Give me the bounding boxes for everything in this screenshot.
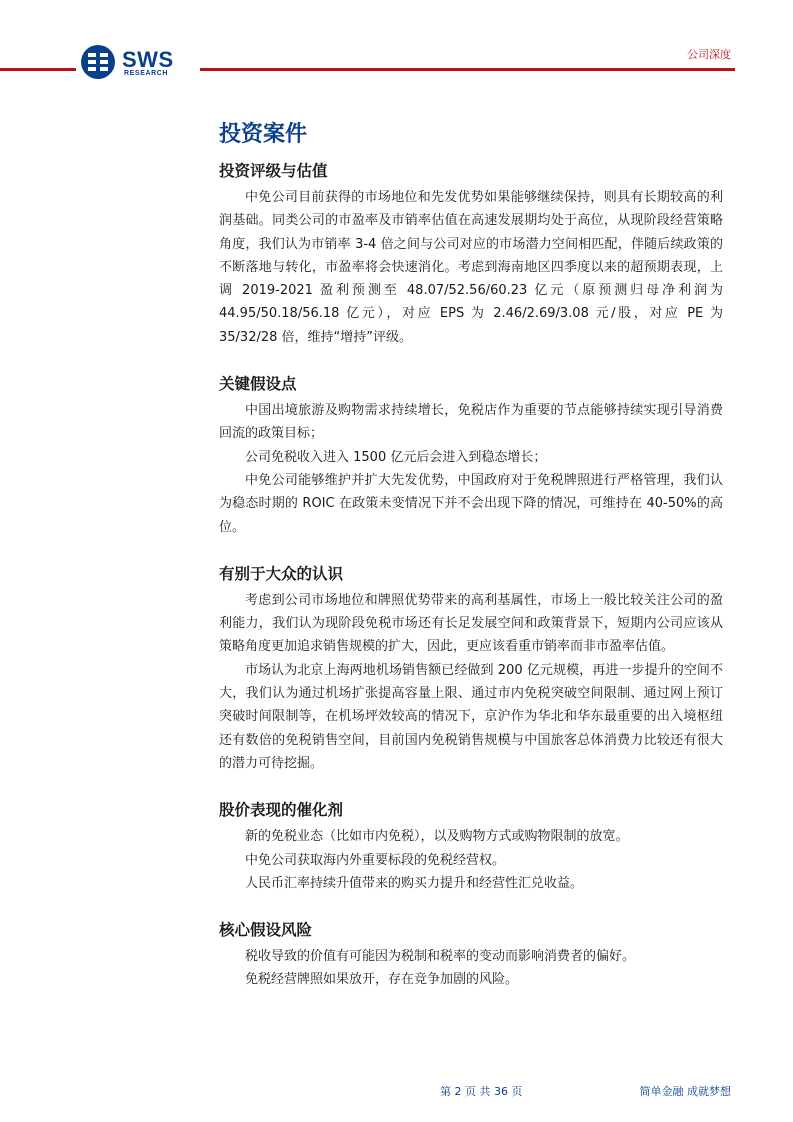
paragraph: 人民币汇率持续升值带来的购买力提升和经营性汇兑收益。 bbox=[245, 875, 584, 891]
section-heading: 关键假设点 bbox=[219, 375, 297, 394]
paragraph: 中免公司目前获得的市场地位和先发优势如果能够继续保持，则具有长期较高的利润基础。同类公司的市盈率及市销率估值在高速发展期均处于高位，从现阶段经营策略角度，我们认为市销率 3-4 倍之间与公司对应的市场潜力空间相匹配，伴随后续政策的不断落地与转化，市盈率将会快速消化。考虑到海南地区四季度以来的超预期表现，上调 2019-2021 盈利预测至 48.07/52.56/60.23 亿元（原预测归母净利润为 44.95/50.18/56.18 亿元），对应 EPS 为 2.46/2.69/3.08 元/股，对应 PE 为 35/32/28 倍，维持“增持”评级。 bbox=[219, 190, 723, 345]
section-rating-valuation bbox=[219, 160, 723, 349]
paragraph: 公司免税收入进入 1500 亿元后会进入到稳态增长； bbox=[245, 449, 547, 465]
paragraph: 考虑到公司市场地位和牌照优势带来的高利基属性，市场上一般比较关注公司的盈利能力，我们认为现阶段免税市场还有长足发展空间和政策背景下，短期内公司应该从策略角度更加追求销售规模的扩大，因此，更应该看重市销率而非市盈率估值。 bbox=[219, 592, 723, 655]
logo-text: SWS bbox=[122, 47, 174, 72]
section-heading: 核心假设风险 bbox=[219, 921, 313, 940]
paragraph: 中免公司能够维护并扩大先发优势，中国政府对于免税牌照进行严格管理，我们认为稳态时期的 ROIC 在政策未变情况下并不会出现下降的情况，可维持在 40-50%的高位。 bbox=[219, 472, 723, 535]
footer-slogan: 简单金融 成就梦想 bbox=[639, 1085, 731, 1098]
paragraph: 中国出境旅游及购物需求持续增长，免税店作为重要的节点能够持续实现引导消费回流的政策目标； bbox=[219, 403, 723, 442]
section-differing-view bbox=[219, 563, 723, 775]
section-heading: 有别于大众的认识 bbox=[219, 564, 344, 583]
paragraph: 市场认为北京上海两地机场销售额已经做到 200 亿元规模，再进一步提升的空间不大，我们认为通过机场扩张提高容量上限、通过市内免税突破空间限制、通过网上预订突破时间限制等，在机场坪效较高的情况下，京沪作为华北和华东最重要的出入境枢纽还有数倍的免税销售空间，目前国内免税销售规模与中国旅客总体消费力比较还有很大的潜力可待挖掘。 bbox=[219, 662, 723, 771]
paragraph: 中免公司获取海内外重要标段的免税经营权。 bbox=[245, 852, 506, 868]
page-number: 第 2 页 共 36 页 bbox=[440, 1085, 523, 1098]
header-rule bbox=[200, 68, 735, 71]
section-key-assumptions bbox=[219, 373, 723, 539]
section-core-risks bbox=[219, 919, 723, 992]
logo-subtext: RESEARCH bbox=[124, 70, 169, 77]
sws-logo-icon bbox=[80, 44, 116, 80]
report-body bbox=[219, 120, 723, 992]
section-catalysts bbox=[219, 799, 723, 895]
report-type-label: 公司深度 bbox=[687, 48, 731, 61]
page-title: 投资案件 bbox=[219, 122, 308, 147]
paragraph: 税收导致的价值有可能因为税制和税率的变动而影响消费者的偏好。 bbox=[245, 949, 636, 965]
company-logo bbox=[80, 44, 190, 80]
section-heading: 投资评级与估值 bbox=[219, 162, 328, 180]
paragraph: 新的免税业态（比如市内免税），以及购物方式或购物限制的放宽。 bbox=[245, 829, 629, 845]
section-heading: 股价表现的催化剂 bbox=[219, 801, 344, 820]
header-rule-left bbox=[0, 68, 76, 71]
paragraph: 免税经营牌照如果放开，存在竞争加剧的风险。 bbox=[245, 972, 519, 988]
